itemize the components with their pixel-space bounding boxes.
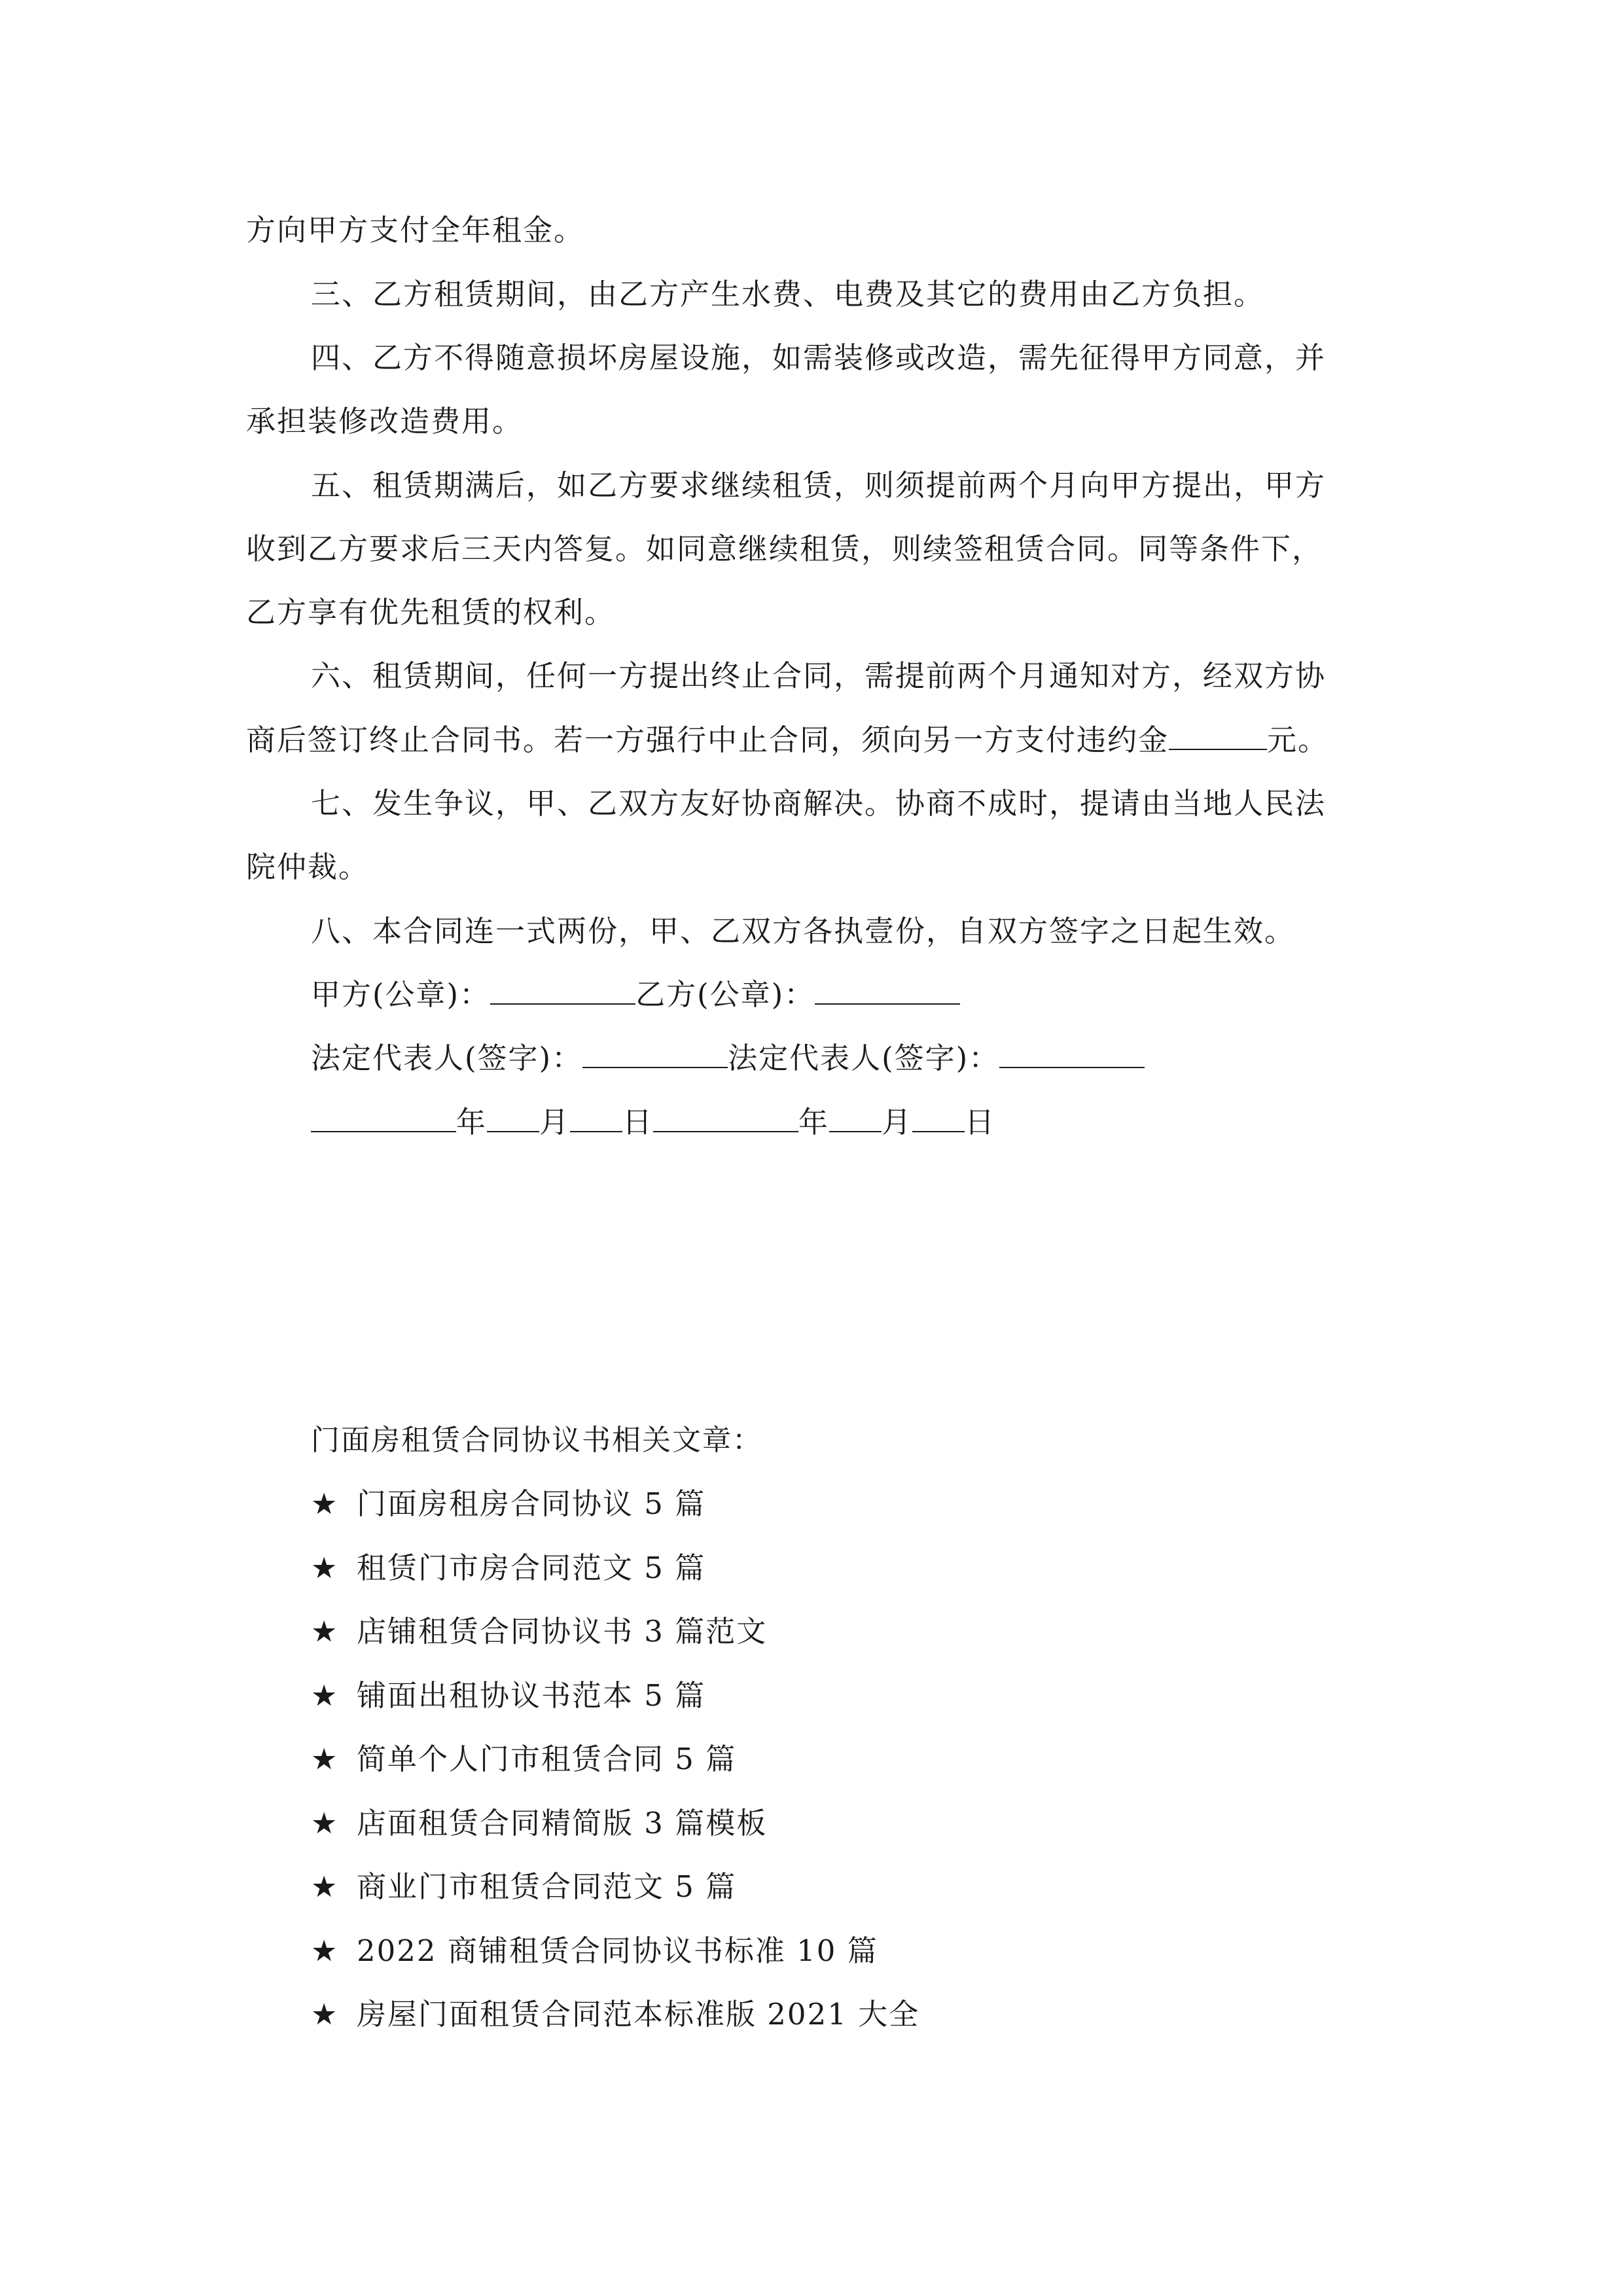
party-b-label: 乙方(公章)： bbox=[635, 977, 815, 1012]
representative-line bbox=[311, 1039, 1145, 1078]
party-a-blank bbox=[490, 977, 635, 1005]
related-item-label: 商业门市租赁合同范文 5 篇 bbox=[357, 1869, 737, 1904]
party-b-blank bbox=[815, 977, 960, 1005]
related-item-label: 铺面出租协议书范本 5 篇 bbox=[357, 1678, 706, 1713]
related-item[interactable] bbox=[311, 1549, 705, 1588]
rep-a-label: 法定代表人(签字)： bbox=[311, 1041, 583, 1075]
related-item-label: 门面房租房合同协议 5 篇 bbox=[357, 1486, 706, 1521]
related-item[interactable] bbox=[311, 1612, 767, 1651]
related-item[interactable] bbox=[311, 1931, 878, 1971]
clause-three: 三、乙方租赁期间，由乙方产生水费、电费及其它的费用由乙方负担。 bbox=[311, 277, 1265, 312]
related-item-label: 简单个人门市租赁合同 5 篇 bbox=[357, 1742, 737, 1776]
clause-five-cont: 乙方享有优先租赁的权利。 bbox=[246, 595, 616, 630]
paragraph-line: 方向甲方支付全年租金。 bbox=[246, 213, 585, 247]
star-icon: ★ bbox=[311, 1997, 339, 2032]
rep-b-label: 法定代表人(签字)： bbox=[728, 1041, 1000, 1075]
day-a-blank bbox=[570, 1105, 622, 1132]
clause-four: 四、乙方不得随意损坏房屋设施，如需装修或改造，需先征得甲方同意，并 bbox=[311, 340, 1327, 375]
day-b-label: 日 bbox=[965, 1105, 996, 1139]
rep-a-blank bbox=[582, 1041, 728, 1068]
related-item-label: 店铺租赁合同协议书 3 篇范文 bbox=[357, 1614, 768, 1649]
star-icon: ★ bbox=[311, 1933, 339, 1968]
day-a-label: 日 bbox=[622, 1105, 654, 1139]
clause-eight: 八、本合同连一式两份，甲、乙双方各执壹份，自双方签字之日起生效。 bbox=[311, 914, 1296, 948]
clause-six-cont bbox=[246, 721, 1329, 760]
day-b-blank bbox=[912, 1105, 965, 1132]
party-a-label: 甲方(公章)： bbox=[311, 977, 491, 1012]
related-item[interactable] bbox=[311, 1804, 767, 1843]
clause-seven-cont: 院仲裁。 bbox=[246, 850, 370, 884]
related-item[interactable] bbox=[311, 1676, 705, 1715]
month-b-blank bbox=[829, 1105, 882, 1132]
year-a-blank bbox=[311, 1105, 456, 1132]
star-icon: ★ bbox=[311, 1742, 339, 1776]
clause-six-unit: 元。 bbox=[1267, 723, 1329, 757]
date-line bbox=[311, 1103, 995, 1142]
related-item[interactable] bbox=[311, 1995, 919, 2034]
clause-six: 六、租赁期间，任何一方提出终止合同，需提前两个月通知对方，经双方协 bbox=[311, 658, 1327, 693]
related-item[interactable] bbox=[311, 1484, 705, 1524]
clause-six-text: 商后签订终止合同书。若一方强行中止合同，须向另一方支付违约金 bbox=[246, 723, 1169, 757]
month-b-label: 月 bbox=[882, 1105, 913, 1139]
clause-seven: 七、发生争议，甲、乙双方友好协商解决。协商不成时，提请由当地人民法 bbox=[311, 786, 1327, 821]
related-heading: 门面房租赁合同协议书相关文章： bbox=[311, 1424, 762, 1457]
year-a-label: 年 bbox=[456, 1105, 488, 1139]
related-item[interactable] bbox=[311, 1867, 736, 1907]
year-b-label: 年 bbox=[798, 1105, 830, 1139]
related-item-label: 2022 商铺租赁合同协议书标准 10 篇 bbox=[357, 1933, 878, 1968]
star-icon: ★ bbox=[311, 1614, 339, 1649]
clause-four-cont: 承担装修改造费用。 bbox=[246, 404, 524, 439]
star-icon: ★ bbox=[311, 1869, 339, 1904]
related-item-label: 店面租赁合同精简版 3 篇模板 bbox=[357, 1806, 768, 1840]
related-item[interactable] bbox=[311, 1740, 736, 1779]
related-item-label: 租赁门市房合同范文 5 篇 bbox=[357, 1551, 706, 1585]
year-b-blank bbox=[653, 1105, 798, 1132]
star-icon: ★ bbox=[311, 1551, 339, 1585]
month-a-label: 月 bbox=[539, 1105, 571, 1139]
star-icon: ★ bbox=[311, 1678, 339, 1713]
rep-b-blank bbox=[999, 1041, 1145, 1068]
penalty-amount-blank bbox=[1169, 723, 1267, 750]
clause-five-cont: 收到乙方要求后三天内答复。如同意继续租赁，则续签租赁合同。同等条件下， bbox=[246, 531, 1323, 566]
star-icon: ★ bbox=[311, 1486, 339, 1521]
seal-line bbox=[311, 975, 960, 1014]
month-a-blank bbox=[487, 1105, 539, 1132]
related-item-label: 房屋门面租赁合同范本标准版 2021 大全 bbox=[357, 1997, 920, 2032]
star-icon: ★ bbox=[311, 1806, 339, 1840]
clause-five: 五、租赁期满后，如乙方要求继续租赁，则须提前两个月向甲方提出，甲方 bbox=[311, 468, 1327, 503]
